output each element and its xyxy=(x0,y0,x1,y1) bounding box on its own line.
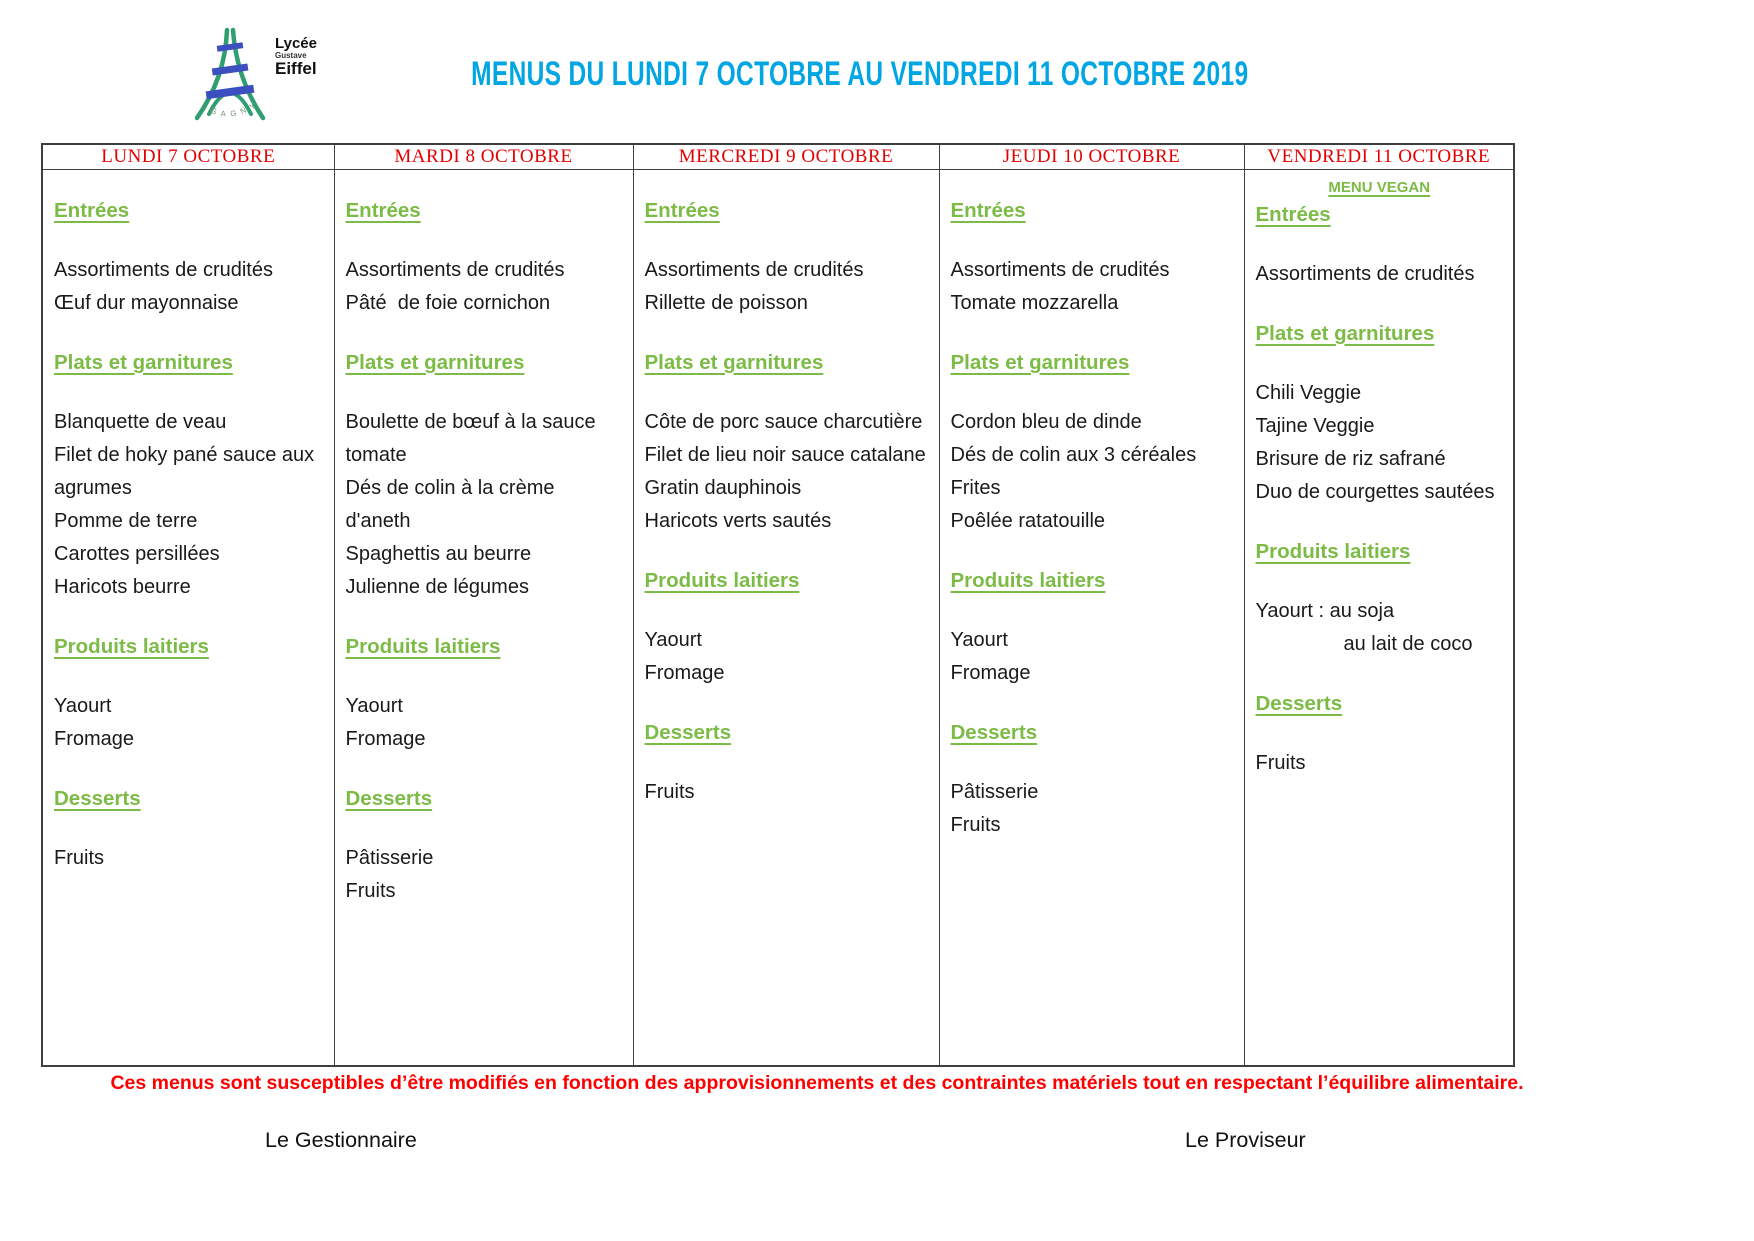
footer-note: Ces menus sont susceptibles d’être modifiés en fonction des approvisionnements et des contraintes matériels tout en respectant l’équilibre alimentaire. xyxy=(110,1072,1524,1094)
section-label-laitiers: Produits laitiers xyxy=(1255,539,1411,563)
section-label-desserts: Desserts xyxy=(54,786,141,810)
menu-item: Côte de porc sauce charcutière xyxy=(644,410,923,433)
section-label-desserts: Desserts xyxy=(1255,691,1343,715)
menu-item: Duo de courgettes sautées xyxy=(1255,480,1495,503)
menu-item: Carottes persillées xyxy=(54,542,220,565)
menu-item: Pomme de terre xyxy=(54,509,198,532)
menu-item: Haricots verts sautés xyxy=(644,509,832,532)
day-header-row xyxy=(42,144,1514,169)
day-column-mardi xyxy=(334,169,633,1066)
menu-item: Blanquette de veau xyxy=(54,410,227,433)
menu-item: Dés de colin à la crème d'aneth xyxy=(345,476,561,532)
section-label-plats: Plats et garnitures xyxy=(1255,321,1435,345)
menu-item: Brisure de riz safrané xyxy=(1255,447,1446,470)
menu-item: Fruits xyxy=(950,813,1001,836)
section-label-entrees: Entrées xyxy=(345,198,421,222)
menu-item: Assortiments de crudités xyxy=(644,258,864,281)
section-label-laitiers: Produits laitiers xyxy=(345,634,501,658)
logo-line3: Eiffel xyxy=(275,59,317,79)
logo-line2: Gustave xyxy=(275,50,307,60)
menu-item: Fruits xyxy=(345,879,396,902)
logo-city-text: GAGNY xyxy=(209,98,262,119)
logo-text xyxy=(275,36,317,78)
section-label-plats: Plats et garnitures xyxy=(644,350,824,374)
section-label-desserts: Desserts xyxy=(644,720,732,744)
section-label-desserts: Desserts xyxy=(950,720,1038,744)
section-label-entrees: Entrées xyxy=(1255,202,1331,226)
section-label-laitiers: Produits laitiers xyxy=(54,634,209,658)
section-label-entrees: Entrées xyxy=(54,198,130,222)
page-title: MENUS DU LUNDI 7 OCTOBRE AU VENDREDI 11 OCTOBRE 2019 xyxy=(471,55,1249,93)
section-label-laitiers: Produits laitiers xyxy=(644,568,800,592)
day-column-vendredi xyxy=(1244,169,1514,1066)
section-label-plats: Plats et garnitures xyxy=(950,350,1130,374)
day-header-vendredi: VENDREDI 11 OCTOBRE xyxy=(1244,144,1514,169)
menu-item: Frites xyxy=(950,476,1001,499)
menu-item: Pâtisserie xyxy=(950,780,1039,803)
menu-item: Poêlée ratatouille xyxy=(950,509,1106,532)
menu-item: Tomate mozzarella xyxy=(950,291,1119,314)
menu-item: Pâtisserie xyxy=(345,846,434,869)
eiffel-tower-icon xyxy=(183,24,275,126)
menu-body-row xyxy=(42,169,1514,1066)
menu-item: Dés de colin aux 3 céréales xyxy=(950,443,1197,466)
menu-item: Cordon bleu de dinde xyxy=(950,410,1142,433)
menu-item: Boulette de bœuf à la sauce tomate xyxy=(345,410,602,466)
menu-item: Fruits xyxy=(644,780,695,803)
menu-item: Pâté de foie cornichon xyxy=(345,291,551,314)
menu-item: Yaourt xyxy=(950,628,1008,651)
menu-item: Filet de lieu noir sauce catalane xyxy=(644,443,926,466)
menu-item: Yaourt xyxy=(345,694,403,717)
menu-item: Assortiments de crudités xyxy=(1255,262,1475,285)
menu-item: Fromage xyxy=(644,661,725,684)
menu-item: Fruits xyxy=(54,846,104,869)
menu-item: Fromage xyxy=(950,661,1031,684)
day-column-jeudi xyxy=(939,169,1244,1066)
logo-line1: Lycée xyxy=(275,35,317,52)
section-label-entrees: Entrées xyxy=(644,198,720,222)
menu-item: Tajine Veggie xyxy=(1255,414,1375,437)
day-column-mercredi xyxy=(633,169,939,1066)
menu-item: Fromage xyxy=(345,727,426,750)
menu-item: Filet de hoky pané sauce aux agrumes xyxy=(54,443,320,499)
menu-item: Fromage xyxy=(54,727,135,750)
signature-gestionnaire: Le Gestionnaire xyxy=(265,1128,417,1152)
menu-item: Yaourt : au soja xyxy=(1255,599,1395,622)
menu-table xyxy=(41,143,1515,1067)
menu-item: Chili Veggie xyxy=(1255,381,1362,404)
menu-item: Fruits xyxy=(1255,751,1306,774)
day-header-mardi: MARDI 8 OCTOBRE xyxy=(334,144,633,169)
section-label-desserts: Desserts xyxy=(345,786,433,810)
menu-item: Assortiments de crudités xyxy=(345,258,565,281)
section-label-plats: Plats et garnitures xyxy=(54,350,233,374)
section-label-entrees: Entrées xyxy=(950,198,1026,222)
section-label-laitiers: Produits laitiers xyxy=(950,568,1106,592)
title-wrap xyxy=(320,55,1314,94)
menu-item: Assortiments de crudités xyxy=(950,258,1170,281)
menu-item: Yaourt xyxy=(644,628,702,651)
menu-item: Yaourt xyxy=(54,694,112,717)
section-label-plats: Plats et garnitures xyxy=(345,350,525,374)
menu-item: Julienne de légumes xyxy=(345,575,529,598)
menu-item: Œuf dur mayonnaise xyxy=(54,291,239,314)
menu-item: Haricots beurre xyxy=(54,575,191,598)
vegan-note: MENU VEGAN xyxy=(1328,178,1431,196)
menu-item: Gratin dauphinois xyxy=(644,476,802,499)
day-header-lundi: LUNDI 7 OCTOBRE xyxy=(42,144,334,169)
day-header-mercredi: MERCREDI 9 OCTOBRE xyxy=(633,144,939,169)
day-column-lundi xyxy=(42,169,334,1066)
day-header-jeudi: JEUDI 10 OCTOBRE xyxy=(939,144,1244,169)
menu-item: au lait de coco xyxy=(1343,632,1473,655)
signature-proviseur: Le Proviseur xyxy=(1185,1128,1306,1152)
menu-item: Assortiments de crudités xyxy=(54,258,273,281)
menu-item: Rillette de poisson xyxy=(644,291,808,314)
menu-item: Spaghettis au beurre xyxy=(345,542,532,565)
